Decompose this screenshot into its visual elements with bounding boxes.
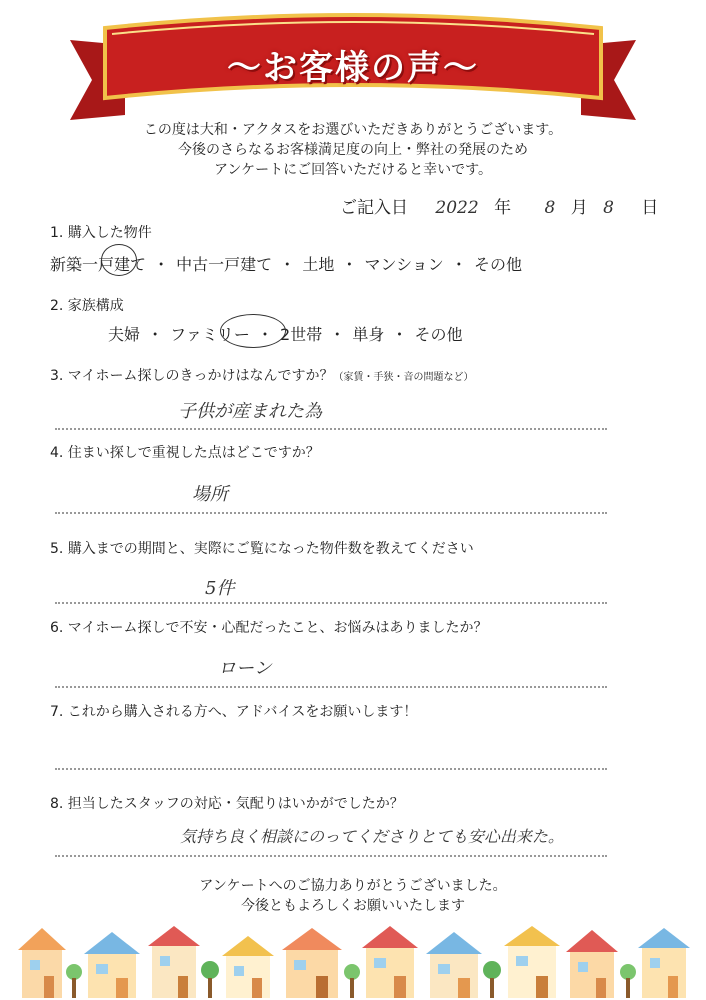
house-icon <box>566 930 618 998</box>
date-year-unit: 年 <box>494 198 512 218</box>
tree-icon <box>344 964 360 998</box>
question-8: 8. 担当したスタッフの対応・気配りはいかがでしたか？ <box>50 796 404 812</box>
thanks-text <box>0 876 706 916</box>
house-icon <box>362 926 418 998</box>
tree-icon <box>66 964 82 998</box>
intro-line: この度は大和・アクタスをお選びいただきありがとうございます。 <box>143 122 563 138</box>
question-6: 6. マイホーム探しで不安・心配だったこと、お悩みはありましたか？ <box>50 620 488 636</box>
intro-line: アンケートにご回答いただけると幸いです。 <box>213 162 493 178</box>
intro-text <box>0 120 706 180</box>
date-year: 2022 <box>435 198 479 218</box>
banner-title: 〜お客様の声〜 <box>227 48 479 88</box>
answer-line <box>55 602 607 604</box>
question-4: 4. 住まい探しで重視した点はどこですか？ <box>50 445 320 461</box>
tree-icon <box>201 961 219 998</box>
question-5: 5. 購入までの期間と、実際にご覧になった物件数を教えてください <box>50 541 474 557</box>
question-7: 7. これから購入される方へ、アドバイスをお願いします！ <box>50 704 418 720</box>
q1-selection-circle <box>101 244 137 276</box>
house-icon <box>638 928 690 998</box>
question-3-text: 3. マイホーム探しのきっかけはなんですか？ <box>50 368 334 384</box>
thanks-line: 今後ともよろしくお願いいたします <box>241 898 465 914</box>
question-2: 2. 家族構成 <box>50 298 124 314</box>
answer-4: 場所 <box>192 484 228 505</box>
answer-line <box>55 686 607 688</box>
question-3 <box>50 365 474 385</box>
house-icon <box>18 928 66 998</box>
house-icon <box>426 932 482 998</box>
tree-icon <box>620 964 636 998</box>
answer-line <box>55 428 607 430</box>
date-month: 8 <box>544 198 556 218</box>
question-1: 1. 購入した物件 <box>50 225 152 241</box>
date-day: 8 <box>603 198 614 218</box>
house-icon <box>282 928 342 998</box>
house-icon <box>222 936 274 998</box>
date-row <box>340 193 658 218</box>
q2-options: 夫婦 ・ ファミリー ・ 2世帯 ・ 単身 ・ その他 <box>108 325 463 344</box>
q2-selection-circle <box>220 314 286 348</box>
answer-5: 5件 <box>205 578 235 599</box>
answer-line <box>55 768 607 770</box>
date-label: ご記入日 <box>340 198 408 218</box>
thanks-line: アンケートへのご協力ありがとうございました。 <box>199 878 507 894</box>
answer-6: ローン <box>218 658 272 679</box>
tree-icon <box>483 961 501 998</box>
date-day-unit: 日 <box>641 198 659 218</box>
house-icon <box>84 932 140 998</box>
house-icon <box>148 926 200 998</box>
answer-3: 子供が産まれた為 <box>178 401 322 422</box>
answer-line <box>55 512 607 514</box>
q1-options: 新築一戸建て ・ 中古一戸建て ・ 土地 ・ マンション ・ その他 <box>50 255 522 274</box>
answer-line <box>55 855 607 857</box>
answer-8: 気持ち良く相談にのってくださりとても安心出来た。 <box>180 827 564 846</box>
house-icon <box>504 926 560 998</box>
intro-line: 今後のさらなるお客様満足度の向上・弊社の発展のため <box>178 142 528 158</box>
date-month-unit: 月 <box>570 198 588 218</box>
question-3-note: （家賃・手狭・音の問題など） <box>333 372 474 383</box>
houses-illustration <box>0 920 706 1000</box>
